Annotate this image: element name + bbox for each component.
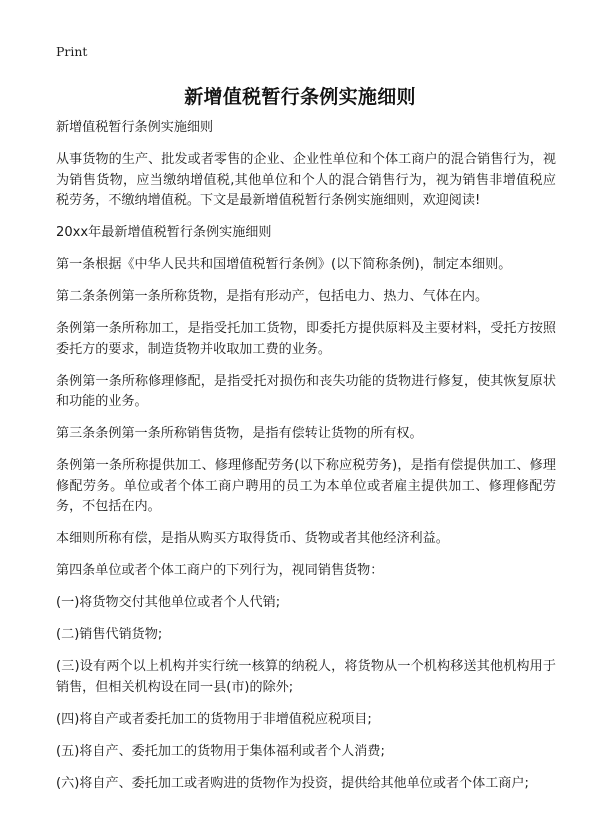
list-item-6: (六)将自产、委托加工或者购进的货物作为投资，提供给其他单位或者个体工商户; [56, 775, 529, 791]
paragraph-article-3: 第三条条例第一条所称销售货物，是指有偿转让货物的所有权。 [56, 426, 423, 441]
list-item-2: (二)销售代销货物; [56, 627, 163, 642]
paragraph-compensation: 本细则所称有偿，是指从购买方取得货币、货物或者其他经济利益。 [56, 531, 449, 546]
list-item-5: (五)将自产、委托加工的货物用于集体福利或者个人消费; [56, 743, 385, 759]
paragraph-intro: 从事货物的生产、批发或者零售的企业、企业性单位和个体工商户的混合销售行为，视为销售货物，应当缴纳增值税,其他单位和个人的混合销售行为，视为销售非增值税应税劳务，不缴纳增值税。下文是最新增值税暂行条例实施细则，欢迎阅读! [56, 152, 556, 208]
print-label: Print [56, 44, 88, 59]
list-item-3: (三)设有两个以上机构并实行统一核算的纳税人，将货物从一个机构移送其他机构用于销售，但相关机构设在同一县(市)的除外; [56, 659, 556, 695]
list-item-4: (四)将自产或者委托加工的货物用于非增值税应税项目; [56, 711, 372, 727]
paragraph-repair: 条例第一条所称修理修配，是指受托对损伤和丧失功能的货物进行修复，使其恢复原状和功能的业务。 [56, 373, 556, 409]
paragraph-heading: 20xx年最新增值税暂行条例实施细则 [56, 225, 272, 240]
paragraph-subtitle: 新增值税暂行条例实施细则 [56, 120, 214, 135]
document-body [56, 118, 556, 806]
document-title: 新增值税暂行条例实施细则 [184, 86, 416, 108]
paragraph-article-2: 第二条条例第一条所称货物，是指有形动产，包括电力、热力、气体在内。 [56, 289, 489, 304]
list-item-1: (一)将货物交付其他单位或者个人代销; [56, 595, 281, 610]
paragraph-taxable-services: 条例第一条所称提供加工、修理修配劳务(以下称应税劳务)，是指有偿提供加工、修理修配劳务。单位或者个体工商户聘用的员工为本单位或者雇主提供加工、修理修配劳务，不包括在内。 [56, 458, 556, 514]
paragraph-article-4: 第四条单位或者个体工商户的下列行为，视同销售货物： [56, 563, 384, 578]
paragraph-processing: 条例第一条所称加工，是指受托加工货物，即委托方提供原料及主要材料，受托方按照委托方的要求，制造货物并收取加工费的业务。 [56, 321, 556, 357]
paragraph-article-1: 第一条根据《中华人民共和国增值税暂行条例》(以下简称条例)，制定本细则。 [56, 257, 512, 272]
